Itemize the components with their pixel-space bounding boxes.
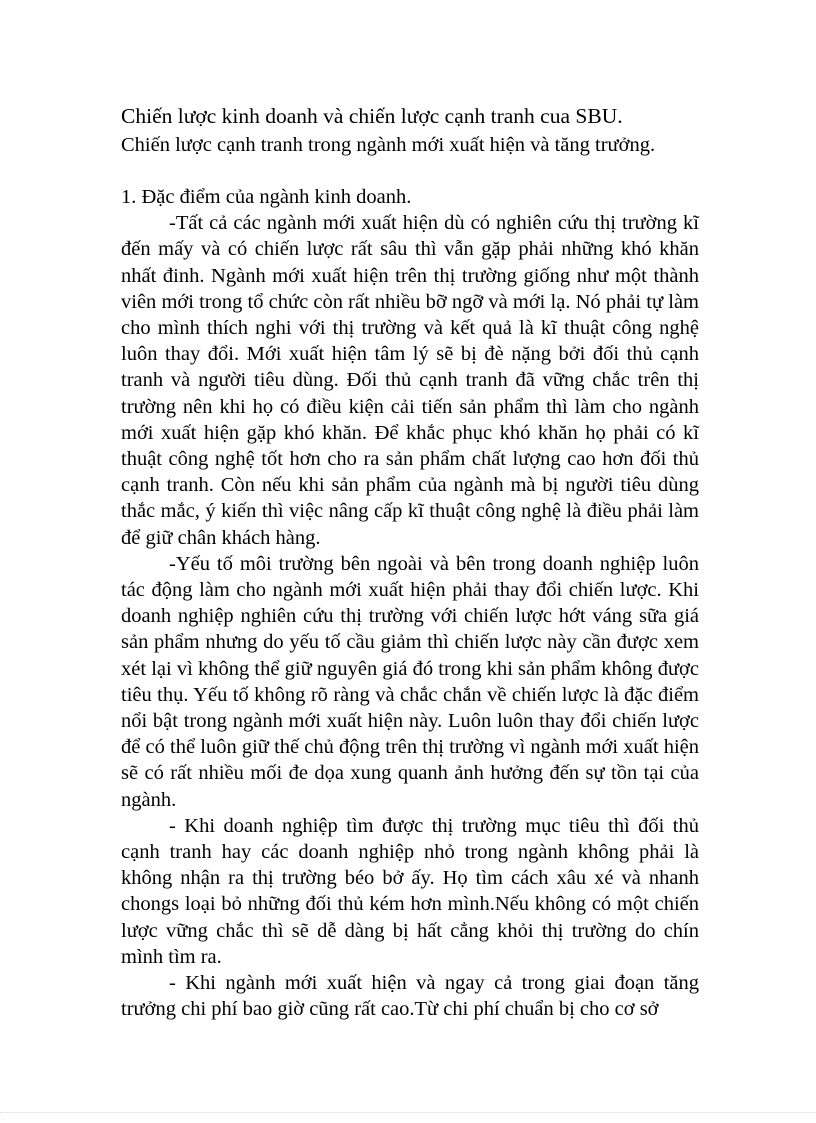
document-body	[121, 184, 699, 1023]
paragraph-4: - Khi ngành mới xuất hiện và ngay cả trong giai đoạn tăng trưởng chi phí bao giờ cũng rất cao.Từ chi phí chuẩn bị cho cơ sở	[121, 972, 699, 1021]
paragraph-2: -Yếu tố môi trường bên ngoài và bên trong doanh nghiệp luôn tác động làm cho ngành mới xuất hiện phải thay đổi chiến lược. Khi doanh nghiệp nghiên cứu thị trường với chiến lược hớt váng sữa giá sản phẩm nhưng do yếu tố cầu giảm thì chiến lược này cần được xem xét lại vì không thể giữ nguyên giá đó trong khi sản phẩm không được tiêu thụ. Yếu tố không rõ ràng và chắc chắn về chiến lược là đặc điểm nổi bật trong ngành mới xuất hiện này. Luôn luôn thay đổi chiến lược để có thể luôn giữ thế chủ động trên thị trường vì ngành mới xuất hiện sẽ có rất nhiều mối đe dọa xung quanh ảnh hưởng đến sự tồn tại của ngành.	[121, 552, 699, 811]
document-title: Chiến lược kinh doanh và chiến lược cạnh tranh cua SBU.	[121, 104, 623, 128]
paragraph-1: -Tất cả các ngành mới xuất hiện dù có nghiên cứu thị trường kĩ đến mấy và có chiến lược rất sâu thì vẫn gặp phải những khó khăn nhất đinh. Ngành mới xuất hiện trên thị trường giống như một thành viên mới trong tổ chức còn rất nhiều bỡ ngỡ và mới lạ. Nó phải tự làm cho mình thích nghi với thị trường và kết quả là kĩ thuật công nghệ luôn thay đổi. Mới xuất hiện tâm lý sẽ bị đè nặng bởi đối thủ cạnh tranh và người tiêu dùng. Đối thủ cạnh tranh đã vững chắc trên thị trường nên khi họ có điều kiện cải tiến sản phẩm thì làm cho ngành mới xuất hiện gặp khó khăn. Để khắc phục khó khăn họ phải có kĩ thuật công nghệ tốt hơn cho ra sản phẩm chất lượng cao hơn đối thủ cạnh tranh. Còn nếu khi sản phẩm của ngành mà bị người tiêu dùng thắc mắc, ý kiến thì việc nâng cấp kĩ thuật công nghệ là điều phải làm để giữ chân khách hàng.	[121, 212, 699, 549]
page-bottom-divider	[0, 1112, 816, 1113]
section-heading: 1. Đặc điểm của ngành kinh doanh.	[121, 186, 412, 208]
document-subtitle: Chiến lược cạnh tranh trong ngành mới xuất hiện và tăng trưởng.	[121, 134, 656, 156]
paragraph-3: - Khi doanh nghiệp tìm được thị trường mục tiêu thì đối thủ cạnh tranh hay các doanh nghiệp nhỏ trong ngành không phải là không nhận ra thị trường béo bở ấy. Họ tìm cách xâu xé và nhanh chongs loại bỏ những đối thủ kém hơn mình.Nếu không có một chiến lược vững chắc thì sẽ dễ dàng bị hất cẳng khỏi thị trường do chín mình tìm ra.	[121, 814, 699, 968]
